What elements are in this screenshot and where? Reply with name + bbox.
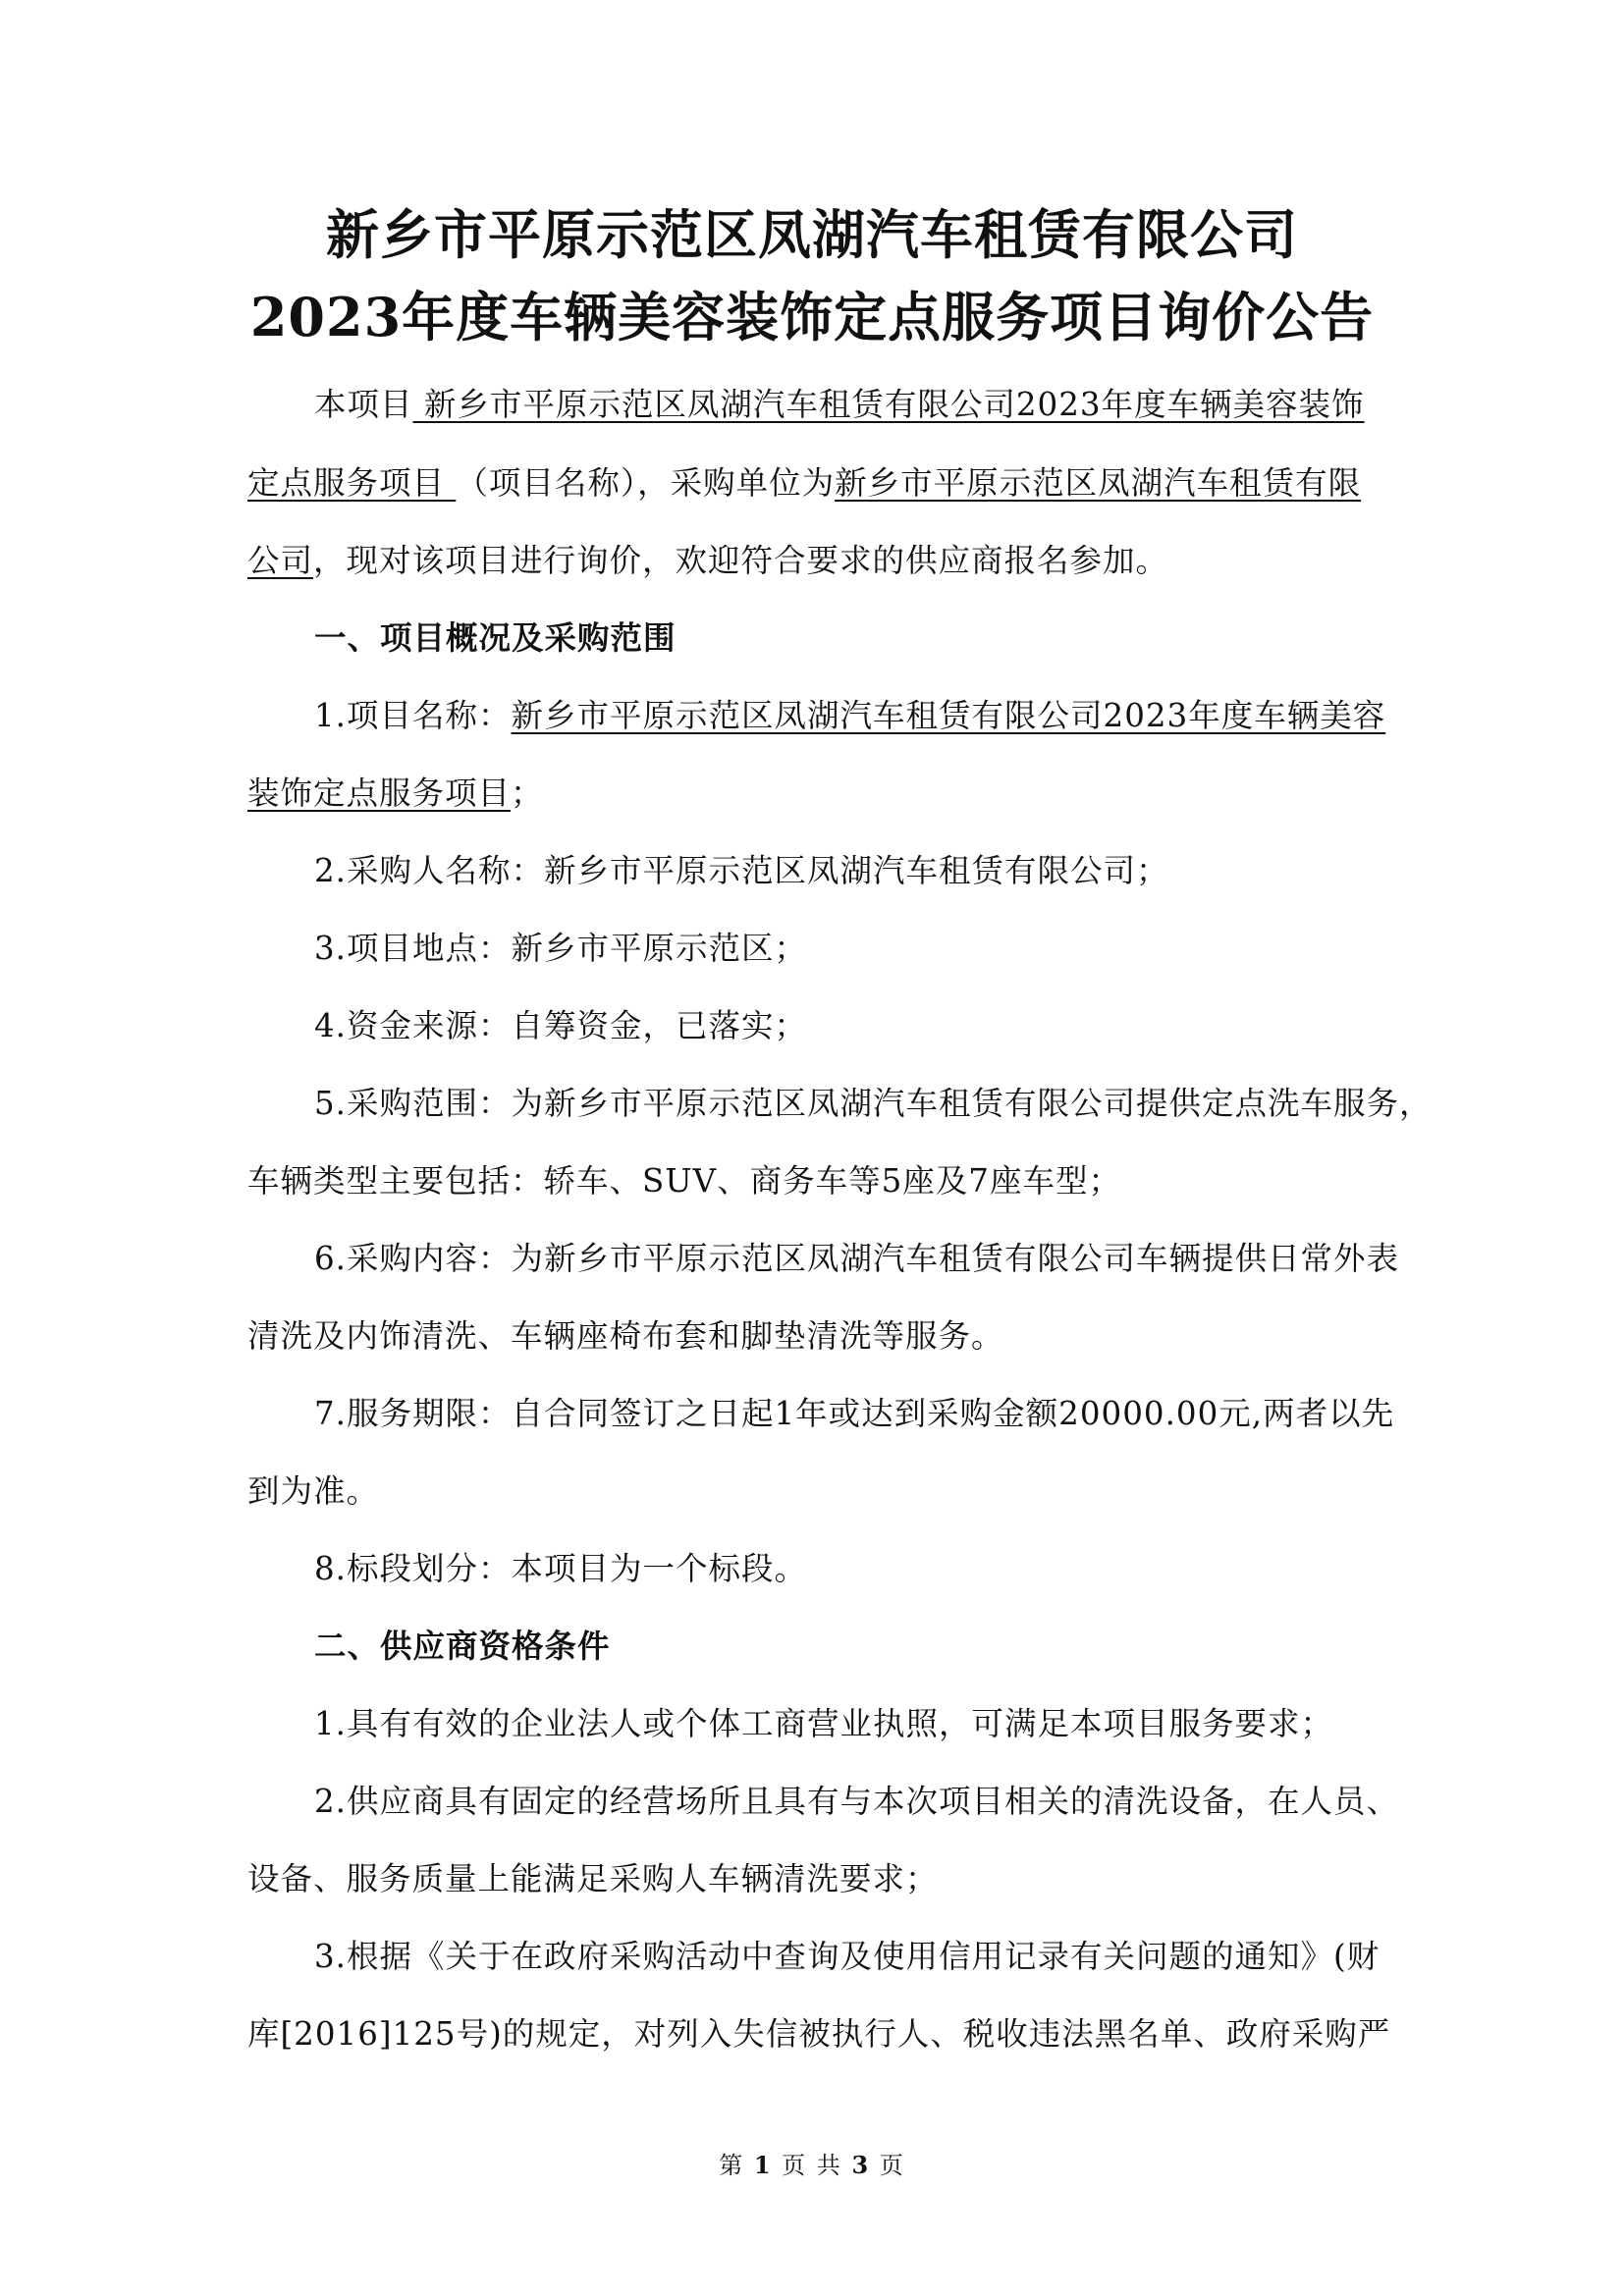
purchaser-name-underlined: 公司 <box>247 542 314 579</box>
list-item: 3.根据《关于在政府采购活动中查询及使用信用记录有关问题的通知》(财 <box>314 1938 1380 1975</box>
section-heading: 二、供应商资格条件 <box>314 1627 611 1665</box>
list-item: 2.供应商具有固定的经营场所且具有与本次项目相关的清洗设备，在人员、 <box>314 1783 1400 1820</box>
purchaser-name-underlined: 新乡市平原示范区凤湖汽车租赁有限 <box>835 464 1362 502</box>
list-item: 5.采购范围：为新乡市平原示范区凤湖汽车租赁有限公司提供定点洗车服务， <box>314 1085 1433 1122</box>
item-text: ； <box>511 774 544 812</box>
list-item: 6.采购内容：为新乡市平原示范区凤湖汽车租赁有限公司车辆提供日常外表 <box>314 1240 1400 1277</box>
list-item-continuation: 车辆类型主要包括：轿车、SUV、商务车等5座及7座车型； <box>247 1162 1121 1200</box>
list-item: 8.标段划分：本项目为一个标段。 <box>314 1550 808 1587</box>
list-item-continuation: 设备、服务质量上能满足采购人车辆清洗要求； <box>247 1860 939 1897</box>
footer-text: 页 共 <box>782 2152 842 2179</box>
document-title-line1: 新乡市平原示范区凤湖汽车租赁有限公司 <box>326 203 1298 266</box>
list-item: 4.资金来源：自筹资金，已落实； <box>314 1007 808 1044</box>
page-number: 1 <box>753 2151 773 2179</box>
list-item <box>314 697 1453 734</box>
item-label: 1.项目名称： <box>314 697 512 734</box>
project-name-underlined: 新乡市平原示范区凤湖汽车租赁有限公司2023年度车辆美容装饰 <box>412 386 1365 423</box>
intro-text: （项目名称），采购单位为 <box>456 464 836 502</box>
page-total: 3 <box>851 2151 871 2179</box>
list-item-continuation <box>247 774 1386 812</box>
list-item: 7.服务期限：自合同签订之日起1年或达到采购金额20000.00元,两者以先 <box>314 1395 1395 1432</box>
project-name-underlined: 装饰定点服务项目 <box>247 774 512 812</box>
project-name-underlined: 定点服务项目 <box>247 464 457 502</box>
project-name-underlined: 新乡市平原示范区凤湖汽车租赁有限公司2023年度车辆美容 <box>511 697 1386 734</box>
intro-line-3 <box>247 542 1386 579</box>
footer-text: 页 <box>879 2152 905 2179</box>
page-footer <box>0 2146 1624 2180</box>
list-item: 1.具有有效的企业法人或个体工商营业执照，可满足本项目服务要求； <box>314 1705 1334 1742</box>
intro-line-2 <box>247 464 1386 502</box>
list-item: 2.采购人名称：新乡市平原示范区凤湖汽车租赁有限公司； <box>314 852 1169 889</box>
document-title-line2: 2023年度车辆美容装饰定点服务项目询价公告 <box>249 286 1375 348</box>
list-item: 3.项目地点：新乡市平原示范区； <box>314 930 808 967</box>
footer-text: 第 <box>719 2152 745 2179</box>
section-heading: 一、项目概况及采购范围 <box>314 618 677 657</box>
intro-text: ，现对该项目进行询价，欢迎符合要求的供应商报名参加。 <box>313 542 1169 579</box>
list-item-continuation: 库[2016]125号)的规定，对列入失信被执行人、税收违法黑名单、政府采购严 <box>247 2015 1391 2053</box>
intro-text: 本项目 <box>314 386 413 423</box>
list-item-continuation: 清洗及内饰清洗、车辆座椅布套和脚垫清洗等服务。 <box>247 1317 1004 1355</box>
intro-line-1 <box>314 386 1453 423</box>
list-item-continuation: 到为准。 <box>247 1472 380 1510</box>
